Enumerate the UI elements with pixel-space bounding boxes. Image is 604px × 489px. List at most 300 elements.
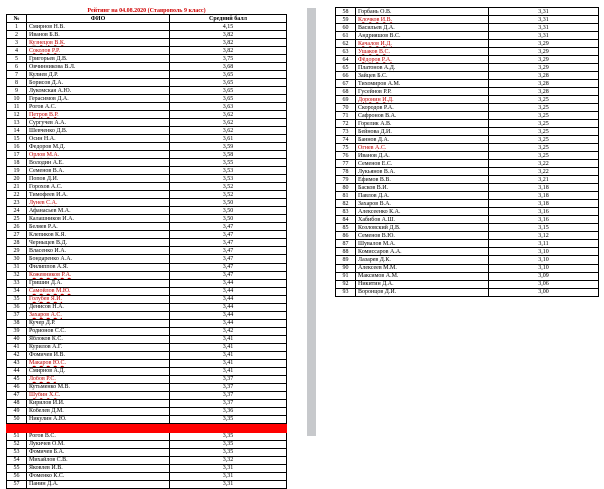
cell-num: 82 (336, 200, 356, 208)
cell-name: Огнев А.С. (356, 144, 489, 152)
cell-num: 69 (336, 96, 356, 104)
cell-num: 48 (7, 399, 27, 407)
cell-score: 3,37 (170, 375, 287, 383)
cell-score: 3,31 (489, 24, 599, 32)
cell-score: 3,31 (489, 8, 599, 16)
cell-score: 3,50 (170, 207, 287, 215)
cell-score: 3,82 (170, 31, 287, 39)
document-page-right (327, 0, 604, 451)
table-row (336, 232, 599, 240)
cell-name: Черныцев В.Д. (27, 239, 170, 247)
table-row (7, 159, 287, 167)
table-row (336, 184, 599, 192)
table-row (336, 104, 599, 112)
cell-num: 14 (7, 127, 27, 135)
cell-name: Андрияшов В.С. (356, 32, 489, 40)
cell-score: 3,44 (170, 311, 287, 319)
cell-score: 3,18 (489, 192, 599, 200)
cell-score: 3,16 (489, 216, 599, 224)
cell-name: Родионов С.С. (27, 327, 170, 335)
cell-score: 3,15 (489, 224, 599, 232)
table-row (7, 472, 287, 480)
cell-score: 3,52 (170, 183, 287, 191)
cell-num: 88 (336, 248, 356, 256)
cell-score: 3,42 (170, 327, 287, 335)
cell-num: 20 (7, 175, 27, 183)
table-row (7, 239, 287, 247)
table-row (7, 351, 287, 359)
table-row (336, 112, 599, 120)
cell-name: Иванов Д.А. (356, 152, 489, 160)
cell-name: Лобов Р.С. (27, 375, 170, 383)
cell-num: 15 (7, 135, 27, 143)
cell-score: 3,00 (489, 288, 599, 296)
cell-num: 57 (7, 480, 27, 488)
table-row (7, 319, 287, 327)
cell-name: Горохов А.С. (27, 183, 170, 191)
cell-num: 83 (336, 208, 356, 216)
cell-score: 3,82 (170, 47, 287, 55)
cell-num: 72 (336, 120, 356, 128)
cell-num: 36 (7, 303, 27, 311)
cell-num: 66 (336, 72, 356, 80)
cell-num: 63 (336, 48, 356, 56)
cell-name: Максимов А.М. (356, 272, 489, 280)
cell-name: Семенов Е.С. (356, 160, 489, 168)
cell-num: 2 (7, 31, 27, 39)
cell-num: 68 (336, 88, 356, 96)
table-row (7, 303, 287, 311)
cell-num: 53 (7, 448, 27, 456)
table-row (336, 56, 599, 64)
cell-score: 3,35 (170, 440, 287, 448)
table-header-row (7, 15, 287, 23)
table-row (7, 175, 287, 183)
cell-score: 3,25 (489, 120, 599, 128)
cell-score: 3,37 (170, 383, 287, 391)
cell-name: Васильев Д.А. (356, 24, 489, 32)
cell-name: Воронцов Д.И. (356, 288, 489, 296)
cell-score: 3,12 (489, 232, 599, 240)
cell-num: 3 (7, 39, 27, 47)
cell-score: 3,47 (170, 231, 287, 239)
table-row (7, 247, 287, 255)
cell-num: 32 (7, 271, 27, 279)
table-row (336, 48, 599, 56)
cell-name: Шубин Х.С. (27, 391, 170, 399)
cell-name: Яблоков К.С. (27, 335, 170, 343)
table-row (7, 223, 287, 231)
cell-num: 45 (7, 375, 27, 383)
cell-name: Беляев Р.А. (27, 223, 170, 231)
cell-num: 7 (7, 71, 27, 79)
table-row (7, 103, 287, 111)
rating-table-left (6, 7, 287, 489)
cell-score: 3,21 (489, 176, 599, 184)
table-row (336, 176, 599, 184)
table-row (7, 39, 287, 47)
cell-name: Шевченко Д.В. (27, 127, 170, 135)
cell-score: 3,29 (489, 40, 599, 48)
table-row (336, 64, 599, 72)
table-row (7, 399, 287, 407)
table-row (336, 160, 599, 168)
table-row (336, 136, 599, 144)
cell-name: Хабибов А.Ш. (356, 216, 489, 224)
cell-num: 79 (336, 176, 356, 184)
cell-score: 3,22 (489, 168, 599, 176)
cell-name: Фёдоров Р.А. (356, 56, 489, 64)
cell-name: Кирилов И.И. (27, 399, 170, 407)
cell-score: 3,50 (170, 215, 287, 223)
cell-score: 3,25 (489, 96, 599, 104)
cell-name: Козловский Д.В. (356, 224, 489, 232)
cell-score: 3,68 (170, 63, 287, 71)
table-row (7, 311, 287, 319)
table-row (7, 263, 287, 271)
cell-score: 3,63 (170, 103, 287, 111)
cell-num: 9 (7, 87, 27, 95)
cell-name: Басков В.И. (356, 184, 489, 192)
cell-name: Баннов Д.А. (356, 136, 489, 144)
cell-num: 35 (7, 295, 27, 303)
cell-score: 3,10 (489, 256, 599, 264)
table-row (7, 391, 287, 399)
cell-score: 3,61 (170, 135, 287, 143)
cell-num: 78 (336, 168, 356, 176)
cell-num: 28 (7, 239, 27, 247)
cell-num: 16 (7, 143, 27, 151)
cell-score: 3,47 (170, 239, 287, 247)
cell-name: Овчинникова В.Л. (27, 63, 170, 71)
cell-score: 3,44 (170, 295, 287, 303)
cell-score: 3,31 (489, 16, 599, 24)
cell-name: Никитин Д.А. (356, 280, 489, 288)
cell-score: 3,44 (170, 279, 287, 287)
cell-num: 10 (7, 95, 27, 103)
cell-score: 3,62 (170, 119, 287, 127)
cell-name: Курилов А.Г. (27, 343, 170, 351)
table-row (336, 248, 599, 256)
cell-num: 92 (336, 280, 356, 288)
table-row (7, 143, 287, 151)
cell-num: 4 (7, 47, 27, 55)
cell-num: 50 (7, 415, 27, 423)
cell-score: 3,16 (489, 208, 599, 216)
cell-score: 3,25 (489, 136, 599, 144)
cell-name: Качалов И.Д. (356, 40, 489, 48)
cell-name: Афанасьев М.А. (27, 207, 170, 215)
table-row (7, 111, 287, 119)
cell-num: 49 (7, 407, 27, 415)
table-row (336, 152, 599, 160)
cell-num: 18 (7, 159, 27, 167)
cell-num: 21 (7, 183, 27, 191)
cell-score: 3,18 (489, 200, 599, 208)
cell-name: Семенов В.Ю. (356, 232, 489, 240)
table-row (7, 151, 287, 159)
cell-num: 44 (7, 367, 27, 375)
cell-num: 42 (7, 351, 27, 359)
rating-table-right (335, 7, 599, 297)
cell-name: Лукичев О.М. (27, 440, 170, 448)
cell-num: 33 (7, 279, 27, 287)
cell-num: 56 (7, 472, 27, 480)
table-row (7, 271, 287, 279)
cell-name: Гусейнов Р.Р. (356, 88, 489, 96)
cell-num: 13 (7, 119, 27, 127)
header-score: Средний балл (170, 15, 287, 23)
cell-num: 62 (336, 40, 356, 48)
cell-name: Тихомиров А.М. (356, 80, 489, 88)
cell-name: Ефимов В.В. (356, 176, 489, 184)
cell-score: 3,47 (170, 263, 287, 271)
table-row (7, 432, 287, 440)
table-row (7, 480, 287, 488)
cell-score: 3,28 (489, 80, 599, 88)
cell-name: Сафронов В.А. (356, 112, 489, 120)
cell-name: Рогов А.С. (27, 103, 170, 111)
table-row (7, 47, 287, 55)
table-row (336, 144, 599, 152)
cell-num: 74 (336, 136, 356, 144)
cell-name: Фоменко К.С. (27, 472, 170, 480)
cell-name: Кожевников Р.А. (27, 271, 170, 279)
table-row (336, 168, 599, 176)
cell-name: Борисов Д.А. (27, 79, 170, 87)
cell-score: 3,52 (170, 191, 287, 199)
cell-score: 3,47 (170, 247, 287, 255)
cell-num: 75 (336, 144, 356, 152)
cell-num: 85 (336, 224, 356, 232)
cell-num: 5 (7, 55, 27, 63)
cell-name: Клепиков К.Я. (27, 231, 170, 239)
cell-name: Комиссаров А.А. (356, 248, 489, 256)
cell-num: 59 (336, 16, 356, 24)
cell-name: Никулин А.Ю. (27, 415, 170, 423)
table-row (336, 192, 599, 200)
table-row (7, 31, 287, 39)
page-gap-divider (307, 8, 316, 436)
cell-score: 3,41 (170, 359, 287, 367)
cell-score: 3,65 (170, 79, 287, 87)
cell-score: 3,28 (489, 72, 599, 80)
cell-name: Бондаренко А.А. (27, 255, 170, 263)
table-row (7, 456, 287, 464)
cell-score: 3,44 (170, 303, 287, 311)
cell-num: 86 (336, 232, 356, 240)
cell-score: 3,25 (489, 128, 599, 136)
table-row (336, 120, 599, 128)
cell-num: 38 (7, 319, 27, 327)
table-row (7, 207, 287, 215)
cell-score: 3,29 (489, 64, 599, 72)
cell-name: Шувалов М.А. (356, 240, 489, 248)
table-row (336, 80, 599, 88)
cell-score: 3,31 (489, 32, 599, 40)
cell-num: 89 (336, 256, 356, 264)
cell-score: 3,35 (170, 448, 287, 456)
table-row (7, 215, 287, 223)
cell-num: 84 (336, 216, 356, 224)
table-row (7, 87, 287, 95)
cell-score: 3,28 (489, 88, 599, 96)
cell-score: 3,62 (170, 111, 287, 119)
cell-name: Самойлов М.Ю. (27, 287, 170, 295)
cell-score: 3,41 (170, 343, 287, 351)
cell-score: 3,31 (170, 464, 287, 472)
cell-name: Иванов Б.В. (27, 31, 170, 39)
table-row (336, 24, 599, 32)
table-row (7, 335, 287, 343)
table-row (336, 216, 599, 224)
cell-name: Сургучев А.А. (27, 119, 170, 127)
cell-score: 3,41 (170, 335, 287, 343)
cell-num: 47 (7, 391, 27, 399)
cell-name: Рогов В.С. (27, 432, 170, 440)
cell-score: 3,47 (170, 255, 287, 263)
cell-score: 3,25 (489, 144, 599, 152)
cell-score: 3,44 (170, 319, 287, 327)
cell-name: Бейнова Д.И. (356, 128, 489, 136)
table-row (7, 71, 287, 79)
cell-score: 3,22 (489, 160, 599, 168)
cell-score: 3,58 (170, 151, 287, 159)
cell-name: Кутьменко М.В. (27, 383, 170, 391)
cell-num: 43 (7, 359, 27, 367)
cell-score: 3,25 (489, 152, 599, 160)
cell-name: Панин Д.А. (27, 480, 170, 488)
cell-score: 3,31 (170, 472, 287, 480)
table-row (336, 240, 599, 248)
cell-name: Павлов Д.А. (356, 192, 489, 200)
cell-num: 64 (336, 56, 356, 64)
header-num: № (7, 15, 27, 23)
cell-name: Зайцев Б.С. (356, 72, 489, 80)
cell-score: 3,53 (170, 175, 287, 183)
cell-name: Орлов М.А. (27, 151, 170, 159)
table-row (7, 63, 287, 71)
cell-num: 73 (336, 128, 356, 136)
cell-name: Лукьянов В.А. (356, 168, 489, 176)
cell-num: 23 (7, 199, 27, 207)
table-row (7, 367, 287, 375)
cell-name: Михайлов С.В. (27, 456, 170, 464)
cell-num: 34 (7, 287, 27, 295)
cell-score: 3,29 (489, 56, 599, 64)
cell-name: Семенов В.А. (27, 167, 170, 175)
table-row (7, 464, 287, 472)
cell-num: 17 (7, 151, 27, 159)
cell-score: 3,37 (170, 399, 287, 407)
cell-score: 3,41 (170, 367, 287, 375)
cell-score: 3,75 (170, 55, 287, 63)
cell-name: Осин Н.А. (27, 135, 170, 143)
cell-num: 60 (336, 24, 356, 32)
table-row (7, 199, 287, 207)
cell-score: 3,36 (170, 407, 287, 415)
table-row (7, 127, 287, 135)
cell-name: Фомичев Б.А. (27, 448, 170, 456)
cell-num: 54 (7, 456, 27, 464)
cell-score: 3,37 (170, 391, 287, 399)
table-row (336, 272, 599, 280)
cell-num: 27 (7, 231, 27, 239)
cell-score: 3,35 (170, 432, 287, 440)
cell-name: Платонов А.Д. (356, 64, 489, 72)
cell-name: Скородов Р.А. (356, 104, 489, 112)
cell-name: Попов Д.И. (27, 175, 170, 183)
table-row (336, 224, 599, 232)
cell-num: 76 (336, 152, 356, 160)
cell-name: Яковлев И.В. (27, 464, 170, 472)
table-row (7, 327, 287, 335)
table-row (7, 23, 287, 31)
cell-num: 41 (7, 343, 27, 351)
table-row (7, 359, 287, 367)
cell-name: Лукомская А.Ю. (27, 87, 170, 95)
table-row (336, 8, 599, 16)
cell-num: 39 (7, 327, 27, 335)
cell-name: Голубев Я.И. (27, 295, 170, 303)
cell-num: 91 (336, 272, 356, 280)
cell-num: 77 (336, 160, 356, 168)
header-name: ФИО (27, 15, 170, 23)
cell-name: Горелик А.В. (356, 120, 489, 128)
cell-num: 1 (7, 23, 27, 31)
table-row (7, 183, 287, 191)
cell-name: Петров В.Р. (27, 111, 170, 119)
cell-name: Доронин И.Д. (356, 96, 489, 104)
table-row (7, 55, 287, 63)
cell-score: 3,31 (170, 480, 287, 488)
cell-num: 22 (7, 191, 27, 199)
cell-name: Кучер Д.Р. (27, 319, 170, 327)
cell-num: 11 (7, 103, 27, 111)
document-page-left (0, 0, 300, 488)
table-row (7, 191, 287, 199)
table-row (7, 255, 287, 263)
cell-name: Клочков И.В. (356, 16, 489, 24)
cell-num: 12 (7, 111, 27, 119)
cell-score: 3,29 (489, 48, 599, 56)
cell-num: 93 (336, 288, 356, 296)
table-row (7, 295, 287, 303)
cell-num: 67 (336, 80, 356, 88)
cell-num: 40 (7, 335, 27, 343)
cell-score: 3,47 (170, 223, 287, 231)
cell-name: Денисов Н.А. (27, 303, 170, 311)
cell-name: Кулиев Д.Р. (27, 71, 170, 79)
cell-name: Федоров М.Д. (27, 143, 170, 151)
cell-num: 19 (7, 167, 27, 175)
cell-name: Володин А.Е. (27, 159, 170, 167)
cell-score: 3,47 (170, 271, 287, 279)
table-row (336, 88, 599, 96)
table-row (7, 167, 287, 175)
table-row (336, 72, 599, 80)
cell-name: Лазарев Д.К. (356, 256, 489, 264)
cell-num: 46 (7, 383, 27, 391)
cell-score: 3,25 (489, 112, 599, 120)
cell-score: 3,65 (170, 71, 287, 79)
table-row (336, 256, 599, 264)
table-row (336, 96, 599, 104)
cell-num: 61 (336, 32, 356, 40)
cell-name: Калашников И.А. (27, 215, 170, 223)
document-title: Рейтинг на 04.08.2020 (Ставрополь 9 класс) (87, 7, 206, 14)
cell-name: Власенко И.А. (27, 247, 170, 255)
